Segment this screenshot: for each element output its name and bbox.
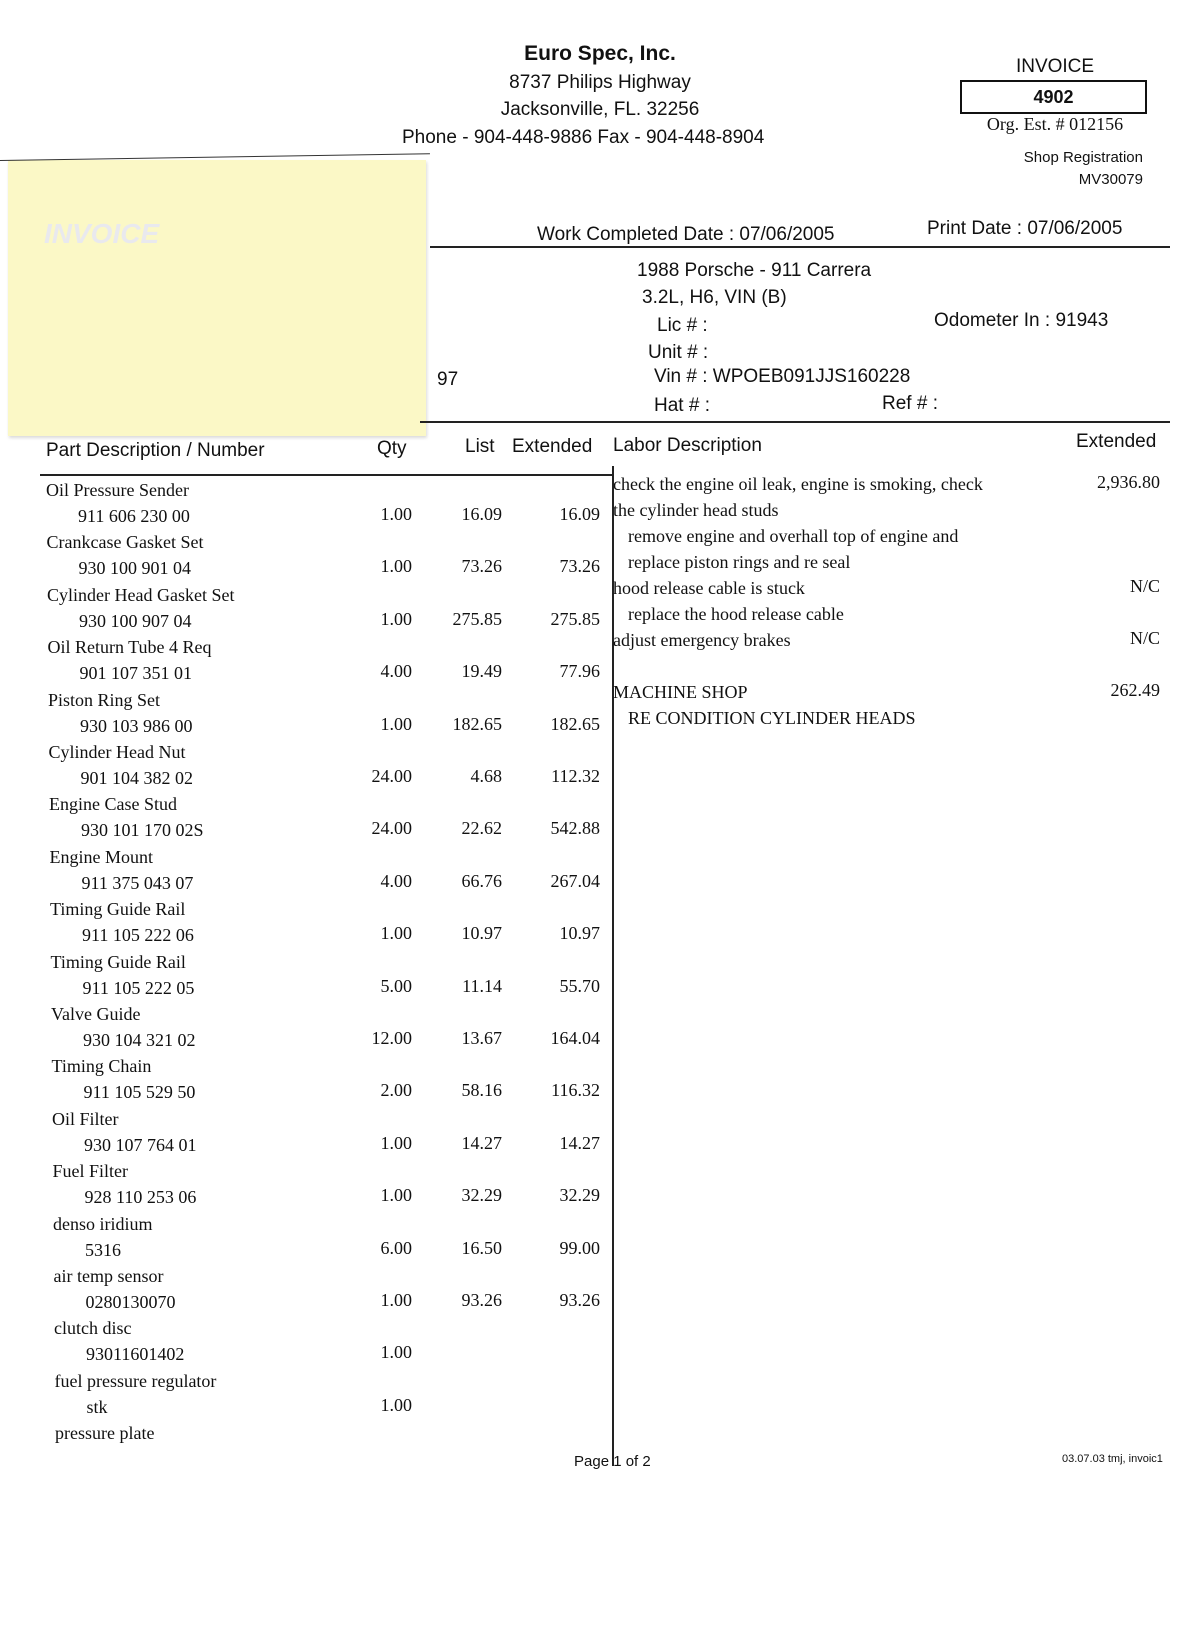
part-list-price: 11.14 [462,975,502,996]
parts-labor-separator [612,466,614,1466]
part-name: Crankcase Gasket Set [46,532,204,553]
parts-header-qty: Qty [377,438,407,459]
labor-extended: 2,936.80 [1097,472,1160,492]
part-list-price: 16.50 [461,1237,502,1258]
part-qty: 1.00 [380,923,412,944]
part-name: Valve Guide [51,1004,141,1024]
part-name: pressure plate [55,1423,155,1444]
part-list-price: 22.62 [461,818,502,839]
part-name: Timing Guide Rail [50,951,186,972]
part-list-price: 32.29 [461,1185,502,1206]
part-qty: 5.00 [380,975,412,996]
company-address-line1: 8737 Philips Highway [509,72,691,93]
part-name: Oil Pressure Sender [46,480,189,500]
labor-extended: N/C [1129,576,1160,596]
part-qty: 1.00 [380,1185,412,1206]
part-qty: 1.00 [380,1394,412,1415]
part-qty: 4.00 [380,870,412,891]
labor-description: hood release cable is stuck [613,578,805,598]
part-name: denso iridium [53,1213,153,1234]
invoice-number: 4902 [960,80,1147,114]
part-extended: 32.29 [559,1185,600,1206]
part-extended: 116.32 [551,1080,600,1101]
part-extended: 16.09 [559,504,600,524]
part-number: 911 105 529 50 [83,1082,196,1103]
part-number: 93011601402 [86,1344,185,1365]
company-address-line2: Jacksonville, FL. 32256 [500,99,700,120]
part-number: 901 107 351 01 [79,663,192,684]
vehicle-ref: Ref # : [882,393,938,414]
labor-description: adjust emergency brakes [613,630,791,650]
part-name: Timing Guide Rail [50,899,186,920]
shop-registration-number: MV30079 [1078,171,1143,188]
part-extended: 10.97 [559,923,600,944]
sticky-note-redaction [8,160,426,436]
part-number: 911 375 043 07 [81,872,194,893]
print-date: Print Date : 07/06/2005 [927,218,1123,239]
labor-description: replace piston rings and re seal [628,552,851,572]
part-list-price: 66.76 [461,870,502,891]
company-phone-fax: Phone - 904-448-9886 Fax - 904-448-8904 [402,127,765,148]
part-extended: 93.26 [559,1290,600,1310]
part-list-price: 73.26 [461,556,502,577]
company-name: Euro Spec, Inc. [524,42,676,65]
part-qty: 12.00 [371,1028,412,1048]
vehicle-divider [420,421,1170,423]
labor-description: RE CONDITION CYLINDER HEADS [628,708,916,728]
part-name: Cylinder Head Gasket Set [47,584,235,605]
vehicle-hat: Hat # : [654,395,710,416]
header-divider [430,246,1170,248]
parts-header-list: List [465,436,495,457]
part-number: 5316 [85,1239,121,1260]
part-number: 930 107 764 01 [84,1134,197,1155]
part-number: 901 104 382 02 [80,768,193,788]
odometer-in: Odometer In : 91943 [934,310,1109,331]
labor-description: replace the hood release cable [628,604,844,624]
form-code: 03.07.03 tmj, invoic1 [1062,1453,1163,1465]
part-number: 930 101 170 02S [81,820,204,841]
part-qty: 1.00 [380,1132,412,1153]
part-list-price: 16.09 [461,504,502,524]
part-qty: 1.00 [380,1342,412,1363]
labor-description: remove engine and overhall top of engine and [628,526,959,546]
page-indicator: Page 1 of 2 [574,1453,651,1470]
part-qty: 2.00 [380,1080,412,1101]
part-name: Engine Case Stud [49,794,177,815]
invoice-label: INVOICE [1015,56,1095,77]
part-name: Oil Return Tube 4 Req [47,637,212,658]
org-est-number: Org. Est. # 012156 [986,114,1124,134]
labor-description: check the engine oil leak, engine is smoking, check [613,474,983,494]
part-qty: 1.00 [380,556,412,577]
part-list-price: 13.67 [461,1028,502,1048]
labor-description: the cylinder head studs [613,500,779,520]
labor-header-extended: Extended [1076,431,1157,452]
work-completed-date: Work Completed Date : 07/06/2005 [537,224,835,245]
part-name: fuel pressure regulator [54,1370,217,1391]
part-qty: 1.00 [380,713,412,734]
part-number: 930 100 901 04 [78,558,191,579]
part-qty: 6.00 [380,1237,412,1258]
vehicle-unit: Unit # : [648,342,709,363]
labor-header-description: Labor Description [613,435,762,456]
part-extended: 267.04 [550,870,600,891]
part-name: Fuel Filter [52,1161,128,1182]
part-qty: 24.00 [371,818,412,839]
hidden-invoice-watermark: INVOICE [44,218,160,249]
part-extended: 112.32 [551,766,600,786]
part-number: 928 110 253 06 [84,1187,197,1208]
customer-fragment: 97 [437,369,459,390]
part-qty: 24.00 [371,766,412,786]
part-number: 0280130070 [85,1292,176,1312]
part-extended: 77.96 [559,661,600,682]
labor-description: MACHINE SHOP [613,682,748,702]
labor-extended: 262.49 [1110,680,1160,700]
part-number: 911 606 230 00 [78,506,190,526]
part-number: 930 104 321 02 [83,1030,196,1050]
part-extended: 542.88 [550,818,600,839]
vehicle-vin: Vin # : WPOEB091JJS160228 [654,366,911,387]
parts-header-description: Part Description / Number [46,440,265,461]
part-list-price: 182.65 [452,713,502,734]
vehicle-engine: 3.2L, H6, VIN (B) [642,287,787,308]
part-name: clutch disc [54,1318,132,1339]
part-list-price: 14.27 [461,1132,502,1153]
part-extended: 55.70 [559,975,600,996]
part-list-price: 93.26 [461,1290,502,1310]
part-name: air temp sensor [53,1266,164,1286]
vehicle-lic: Lic # : [657,315,708,336]
part-name: Engine Mount [49,846,153,867]
part-extended: 14.27 [559,1132,600,1153]
part-extended: 73.26 [559,556,600,577]
part-number: stk [86,1396,108,1417]
part-list-price: 19.49 [461,661,502,682]
part-list-price: 58.16 [461,1080,502,1101]
part-name: Timing Chain [51,1056,152,1077]
part-qty: 1.00 [380,1290,412,1310]
part-extended: 275.85 [550,608,600,629]
part-list-price: 275.85 [452,608,502,629]
part-name: Cylinder Head Nut [48,742,186,762]
part-number: 911 105 222 06 [82,925,194,946]
part-qty: 1.00 [380,504,412,524]
part-list-price: 4.68 [470,766,502,786]
part-number: 930 103 986 00 [80,715,193,736]
part-name: Piston Ring Set [48,689,161,710]
part-qty: 4.00 [380,661,412,682]
vehicle-model: 1988 Porsche - 911 Carrera [637,260,872,281]
part-name: Oil Filter [52,1108,119,1129]
part-list-price: 10.97 [461,923,502,944]
part-number: 911 105 222 05 [82,977,195,998]
part-qty: 1.00 [380,608,412,629]
shop-registration-label: Shop Registration [1023,149,1143,166]
part-extended: 99.00 [559,1237,600,1258]
part-extended: 164.04 [550,1028,600,1048]
parts-header-underline [40,474,612,476]
parts-header-extended: Extended [512,436,593,457]
part-number: 930 100 907 04 [79,610,192,631]
part-extended: 182.65 [550,713,600,734]
labor-extended: N/C [1129,628,1160,648]
